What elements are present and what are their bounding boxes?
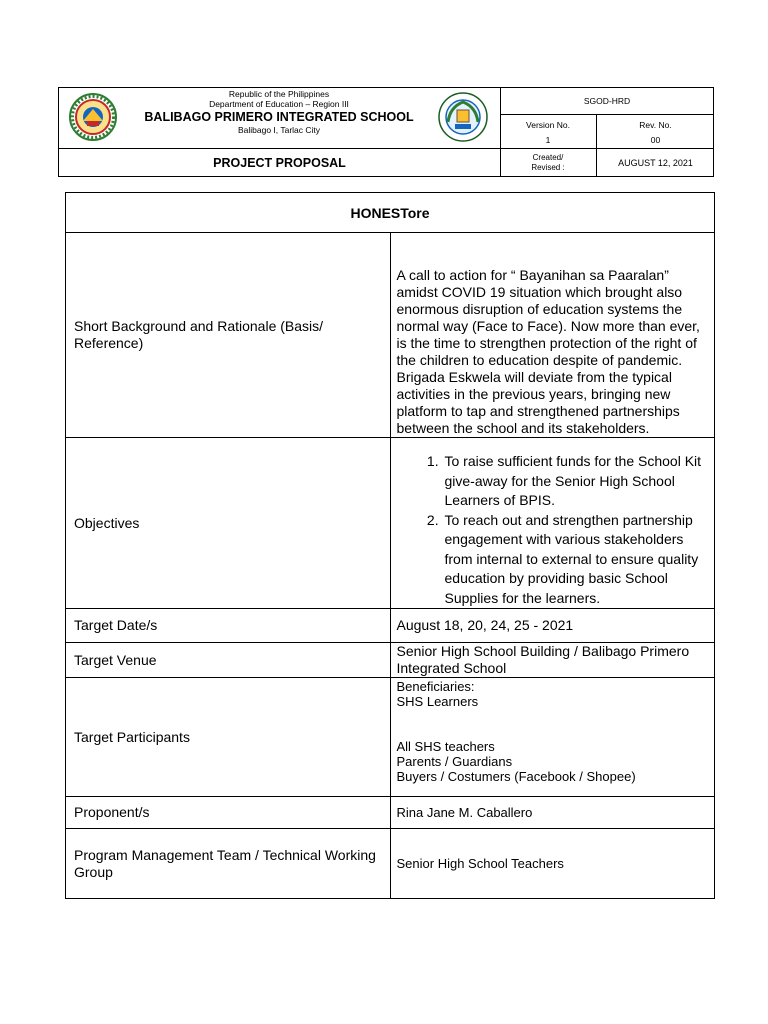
school-name: BALIBAGO PRIMERO INTEGRATED SCHOOL: [144, 110, 414, 124]
list-item: 1. To raise sufficient funds for the School Kit give-away for the Senior High School Learners of BPIS.: [443, 452, 709, 511]
beneficiaries-heading: Beneficiaries:: [396, 679, 475, 694]
table-row: [66, 678, 715, 797]
participant-item: Parents / Guardians: [396, 754, 513, 769]
table-row: [66, 797, 715, 829]
table-row: [66, 643, 715, 678]
table-row: [66, 609, 715, 643]
school-identity-cell: [59, 88, 501, 149]
participant-item: All SHS teachers: [396, 739, 495, 754]
objectives-cell: [390, 438, 715, 609]
list-item: 2. To reach out and strengthen partnership engagement with various stakeholders from internal to external to ensure quality education by providing basic School Supplies for the learners.: [443, 511, 709, 609]
document-title: PROJECT PROPOSAL: [59, 148, 501, 177]
created-revised-label: [500, 148, 597, 177]
republic-line: Republic of the Philippines: [228, 89, 330, 99]
background-text: A call to action for “ Bayanihan sa Paaralan” amidst COVID 19 situation which brought also enormous disruption of education systems the normal way (Face to Face). Now more than ever, is the time to strengthen protection of the right of the children to education despite of pandemic. Brigada Eskwela will deviate from the typical activities in the previous years, bringing new platform to tap and strengthened partnerships between the school and its stakeholders.: [390, 233, 715, 438]
proponent: Rina Jane M. Caballero: [390, 797, 715, 829]
school-seal-icon: [438, 92, 486, 140]
version-cell: [500, 114, 597, 148]
participant-item: Buyers / Costumers (Facebook / Shopee): [396, 769, 636, 784]
version-value: 1: [545, 135, 551, 145]
revised-label: Revised :: [531, 162, 565, 172]
beneficiaries-value: SHS Learners: [396, 694, 479, 709]
participants-label: Target Participants: [66, 678, 391, 797]
document-control-cell: [500, 88, 714, 149]
document-header: [58, 87, 714, 177]
objectives-label: Objectives: [66, 438, 391, 609]
table-row: [66, 193, 715, 233]
created-label: Created/: [532, 152, 564, 162]
target-date: August 18, 20, 24, 25 - 2021: [390, 609, 715, 643]
background-label: Short Background and Rationale (Basis/ Reference): [66, 233, 391, 438]
objectives-list: [397, 452, 709, 608]
team: Senior High School Teachers: [390, 829, 715, 899]
deped-seal-icon: [69, 93, 117, 141]
version-label: Version No.: [526, 120, 570, 130]
proposal-table: [65, 192, 715, 899]
revision-label: Rev. No.: [639, 120, 672, 130]
table-row: [66, 829, 715, 899]
table-row: [66, 233, 715, 438]
target-venue: Senior High School Building / Balibago Primero Integrated School: [390, 643, 715, 678]
table-row: [66, 438, 715, 609]
created-date: AUGUST 12, 2021: [618, 157, 693, 168]
revision-cell: [597, 114, 714, 148]
department-line: Department of Education – Region III: [209, 99, 349, 109]
document-code: SGOD-HRD: [500, 88, 714, 115]
revision-value: 00: [650, 135, 661, 145]
participants-cell: [390, 678, 715, 797]
school-header-text: [119, 89, 439, 136]
proponent-label: Proponent/s: [66, 797, 391, 829]
target-date-label: Target Date/s: [66, 609, 391, 643]
school-address: Balibago I, Tarlac City: [237, 125, 321, 135]
project-name: HONESTore: [66, 193, 715, 233]
target-venue-label: Target Venue: [66, 643, 391, 678]
team-label: Program Management Team / Technical Working Group: [66, 829, 391, 899]
